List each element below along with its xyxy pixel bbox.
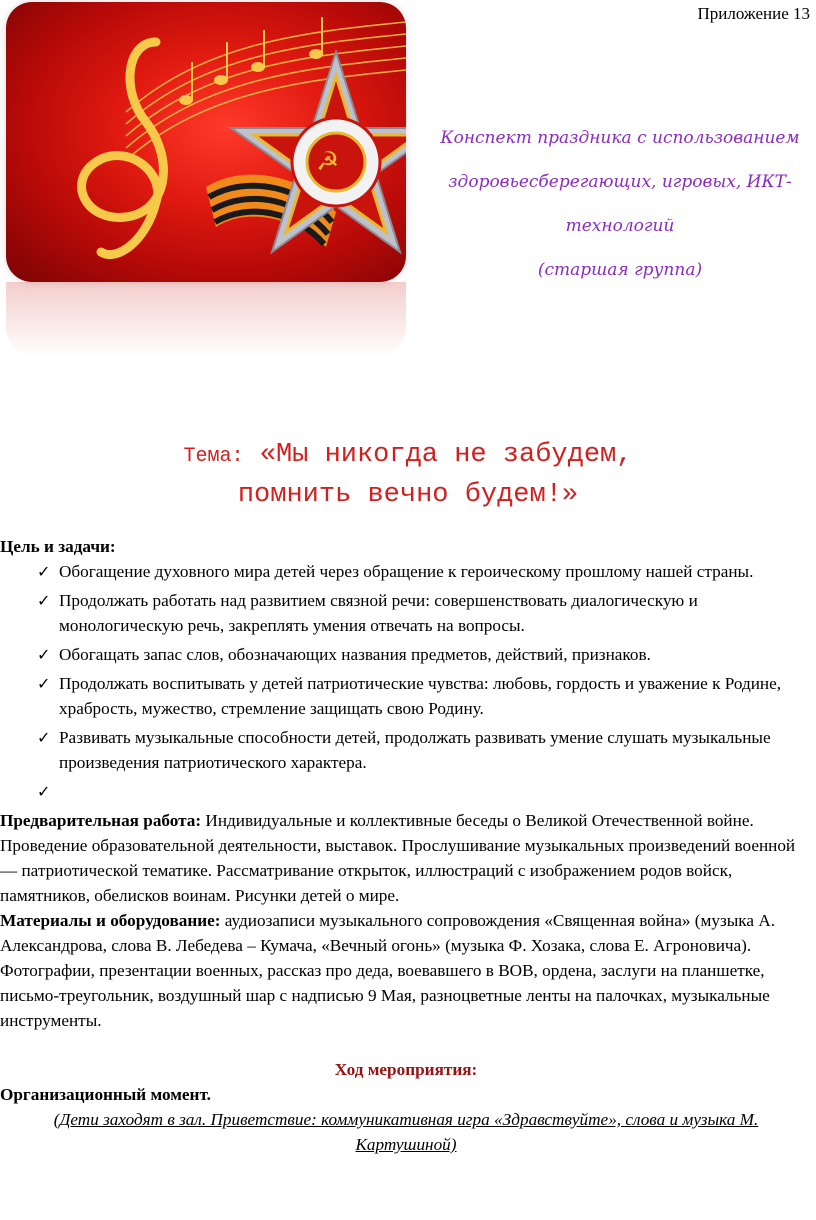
appendix-label: Приложение 13 (697, 4, 810, 23)
materials-paragraph (0, 908, 812, 1033)
checkmark-icon: ✓ (37, 728, 51, 747)
checkmark-icon: ✓ (37, 674, 51, 693)
goal-text: Продолжать воспитывать у детей патриотические чувства: любовь, гордость и уважение к Родине, храбрость, мужество, стремление защищать свою Родину. (59, 674, 782, 718)
plan-title-line: здоровьесберегающих, игровых, ИКТ- (448, 172, 792, 192)
materials-text: аудиозаписи музыкального сопровождения «Священная война» (музыка А. Александрова, слова В. Лебедева – Кумача, «Вечный огонь» (музыка Ф. Хозака, слова Е. Агроновича). Фотографии, презентации военных, рассказ про деда, воевавшего в ВОВ, ордена, заслуги на планшетке, письмо-треугольник, воздушный шар с надписью 9 Мая, разноцветные ленты на палочках, музыкальные инструменты. (0, 911, 776, 1030)
hammer-sickle-icon: ☭ (316, 147, 340, 177)
victory-day-banner-image (6, 2, 406, 282)
goals-heading: Цель и задачи: (0, 537, 116, 556)
intro-text: (Дети заходят в зал. Приветствие: коммуникативная игра «Здравствуйте», слова и музыка М. Картушиной) (53, 1110, 759, 1154)
list-item (0, 725, 812, 775)
list-item (0, 779, 812, 804)
goal-text: Обогащение духовного мира детей через обращение к героическому прошлому нашей страны. (59, 562, 754, 581)
goals-list (0, 559, 812, 804)
banner-reflection (6, 282, 406, 357)
preliminary-label: Предварительная работа: (0, 811, 202, 830)
course-heading: Ход мероприятия: (334, 1060, 478, 1079)
plan-title-line: Конспект праздника с использованием (440, 128, 800, 148)
plan-title-line: (старшая группа) (537, 260, 703, 280)
topic-label: Тема: (183, 445, 244, 468)
checkmark-icon: ✓ (37, 782, 51, 801)
topic-heading (0, 436, 816, 514)
document-body (0, 534, 812, 1157)
topic-line-2: помнить вечно будем!» (237, 480, 579, 510)
materials-label: Материалы и оборудование: (0, 911, 221, 930)
preliminary-text: Индивидуальные и коллективные беседы о Великой Отечественной войне. Проведение образовательной деятельности, выставок. Прослушивание музыкальных произведений военной — патриотической тематике. Рассматривание открыток, иллюстраций с изображением родов войск, памятников, обелисков воинам. Рисунки детей о мире. (0, 811, 796, 905)
checkmark-icon: ✓ (37, 562, 51, 581)
checkmark-icon: ✓ (37, 645, 51, 664)
music-notes (179, 17, 323, 105)
list-item (0, 642, 812, 667)
goal-text: Развивать музыкальные способности детей, продолжать развивать умение слушать музыкальные произведения патриотического характера. (59, 728, 771, 772)
banner-illustration (6, 2, 406, 282)
treble-clef-icon (82, 42, 164, 255)
checkmark-icon: ✓ (37, 591, 51, 610)
org-moment-heading: Организационный момент. (0, 1085, 211, 1104)
plan-title-line: технологий (565, 216, 675, 236)
topic-line-1: «Мы никогда не забудем, (259, 440, 633, 470)
plan-title (420, 116, 816, 292)
list-item (0, 671, 812, 721)
list-item (0, 559, 812, 584)
preliminary-paragraph (0, 808, 812, 908)
list-item (0, 588, 812, 638)
goal-text: Обогащать запас слов, обозначающих названия предметов, действий, признаков. (59, 645, 651, 664)
goal-text: Продолжать работать над развитием связной речи: совершенствовать диалогическую и монологическую речь, закреплять умения отвечать на вопросы. (59, 591, 698, 635)
